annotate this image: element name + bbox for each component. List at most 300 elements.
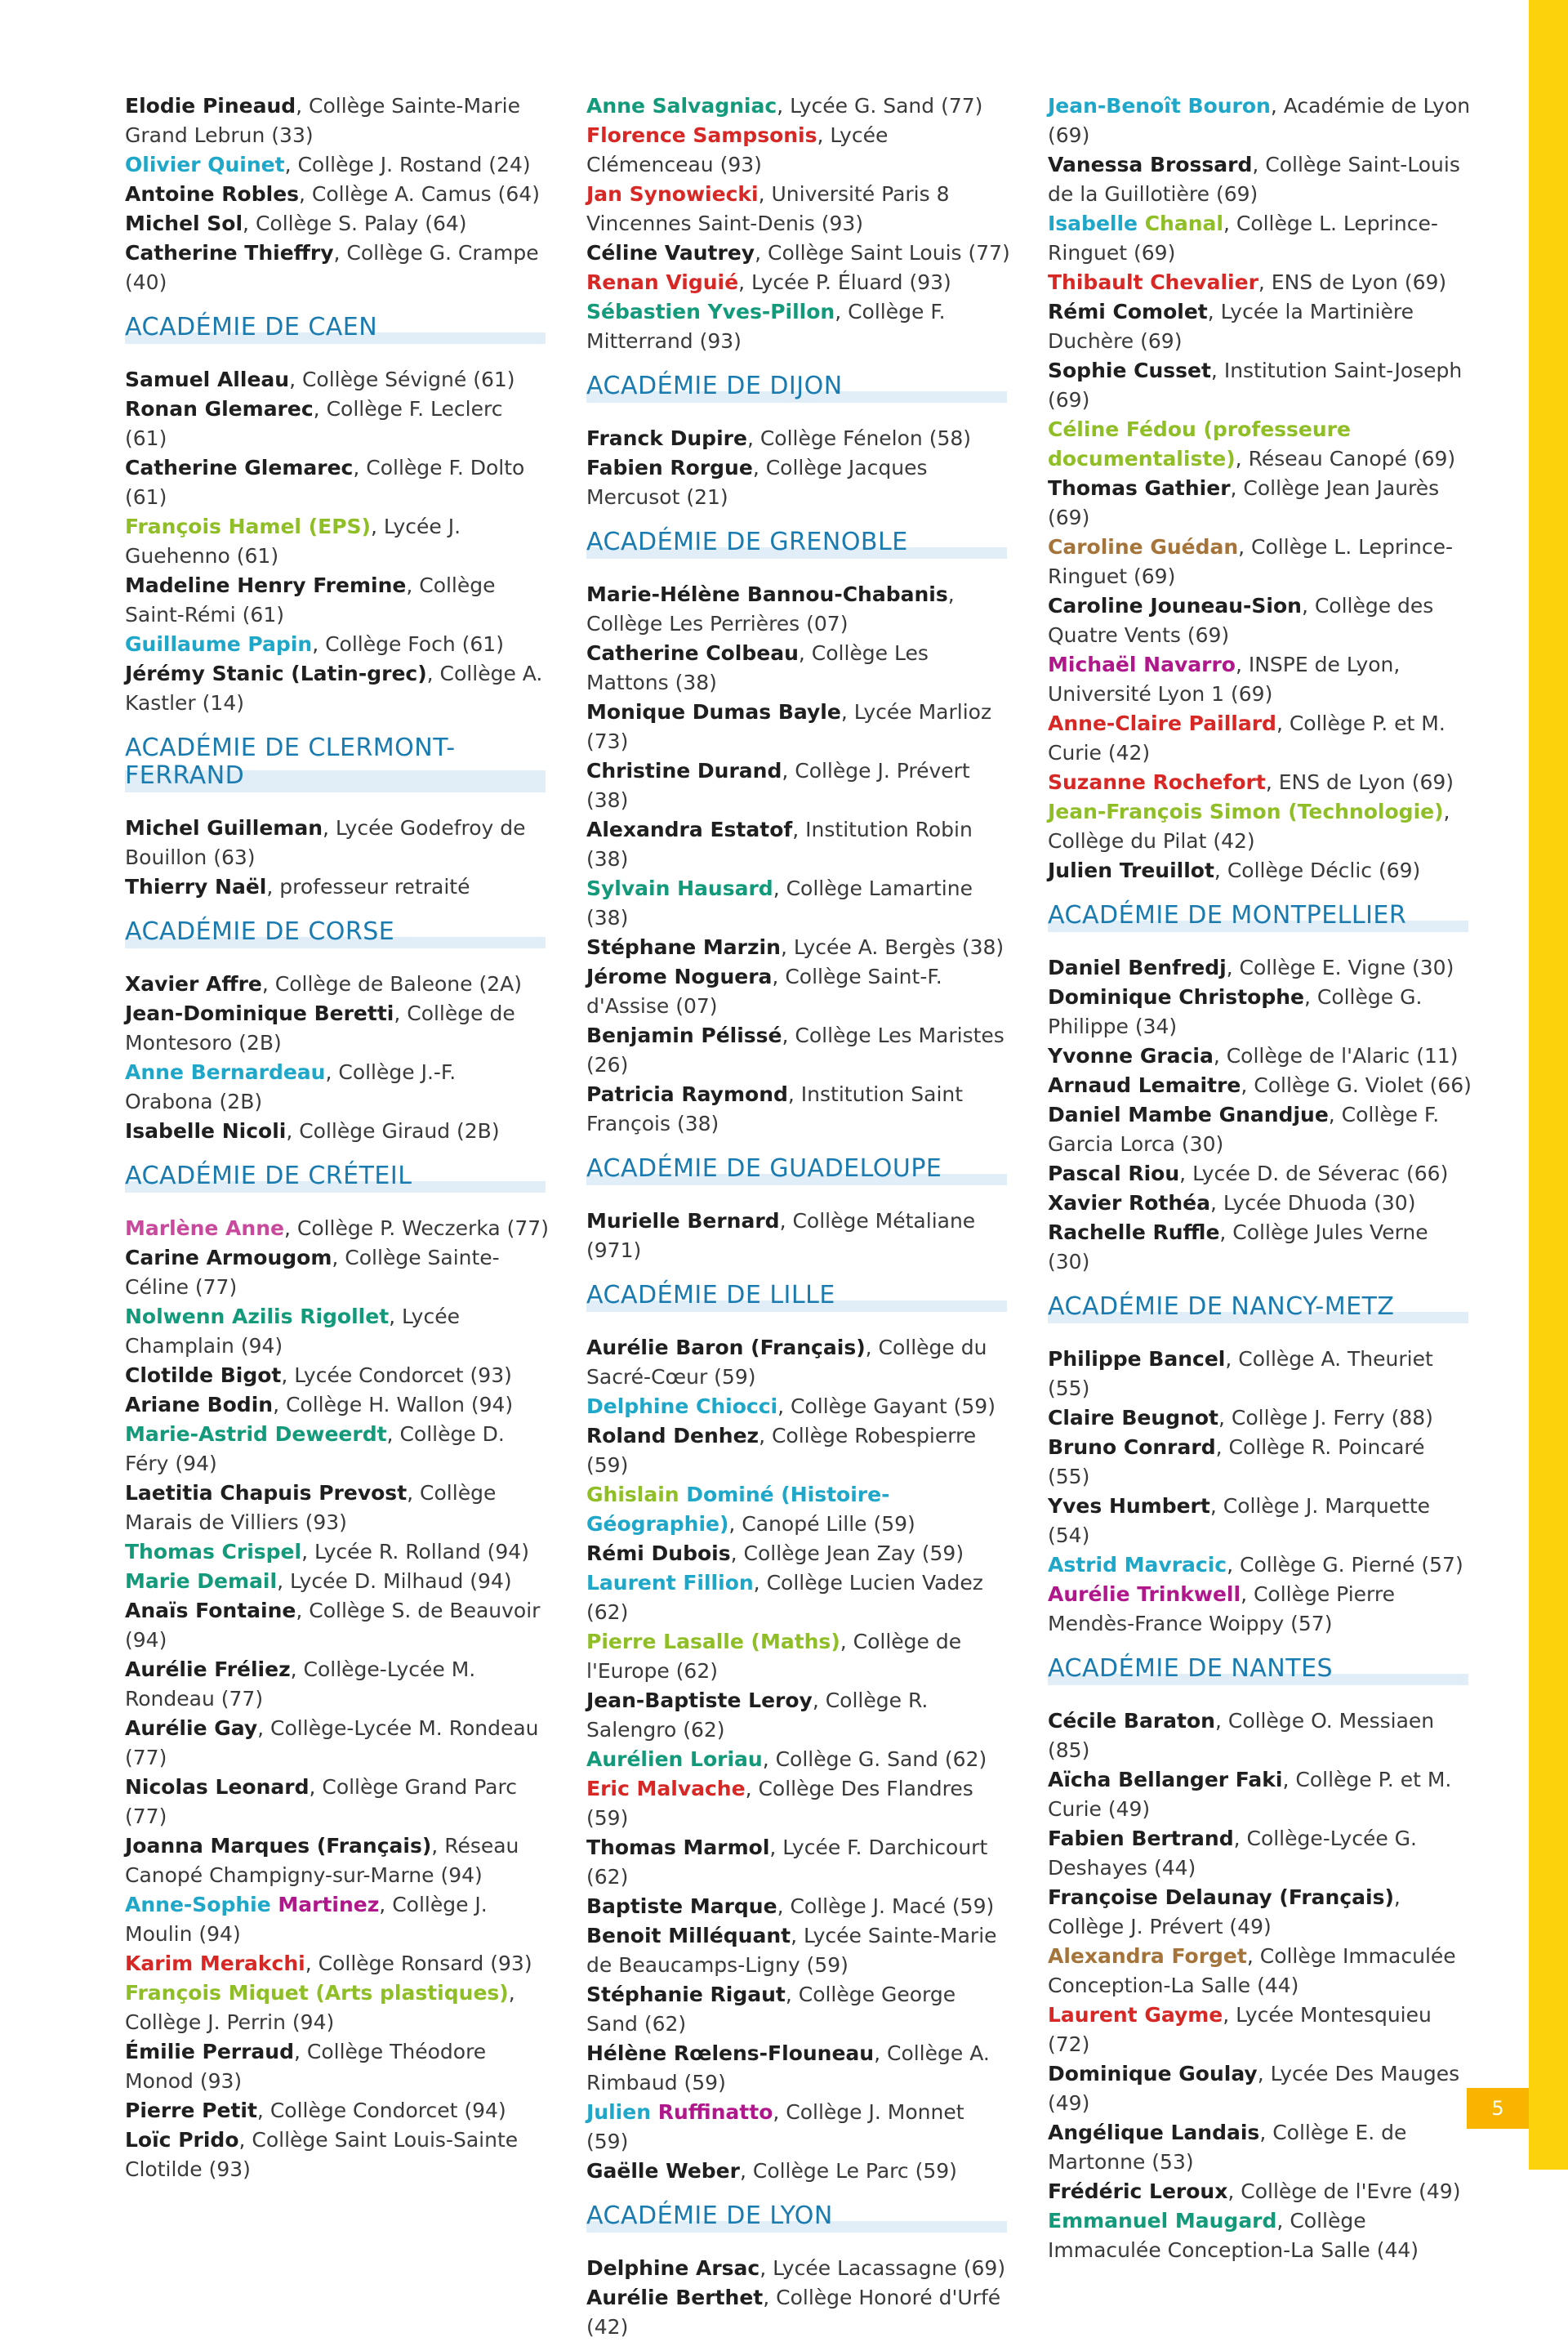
contributor-name: Thomas Gathier: [1048, 476, 1231, 500]
contributor-entry: [586, 297, 1011, 356]
academy-heading: [586, 2202, 1011, 2233]
contributor-name: Delphine Chiocci: [586, 1394, 778, 1418]
contributor-name: Marie Demail: [125, 1569, 278, 1593]
contributor-entry: [1048, 1883, 1472, 1942]
contributor-name: Antoine Robles: [125, 182, 300, 206]
contributor-entry: [1048, 1580, 1472, 1639]
contributor-affiliation: , Institution Robin (38): [586, 818, 973, 871]
contributor-affiliation: , Collège A. Theuriet (55): [1048, 1347, 1433, 1400]
contributor-entry: [125, 2037, 550, 2096]
contributor-name: Aurélie Berthet: [586, 2286, 764, 2309]
contributor-name: Benoit Milléquant: [586, 1924, 791, 1947]
contributor-name: Daniel Mambe Gnandjue: [1048, 1103, 1329, 1126]
column-right: [1048, 91, 1472, 2265]
contributor-affiliation: , Lycée Marlioz (73): [586, 700, 992, 753]
contributor-name: Pierre Petit: [125, 2099, 257, 2122]
contributor-name: Laurent Fillion: [586, 1571, 754, 1595]
contributor-name: Gaëlle Weber: [586, 2159, 740, 2183]
contributor-affiliation: , Canopé Lille (59): [728, 1512, 915, 1536]
contributor-entry: [1048, 2118, 1472, 2177]
contributor-affiliation: , Collège S. Palay (64): [243, 212, 467, 235]
contributor-affiliation: , Collège F. Garcia Lorca (30): [1048, 1103, 1440, 1156]
contributor-entry: [586, 1686, 1011, 1745]
contributor-name: Jean-Benoît Bouron: [1048, 94, 1271, 118]
contributor-affiliation: , Collège R. Salengro (62): [586, 1688, 929, 1742]
contributor-name: Dominique Goulay: [1048, 2062, 1258, 2085]
contributor-entry: [125, 1117, 550, 1146]
contributor-affiliation: , Lycée Godefroy de Bouillon (63): [125, 816, 526, 869]
contributor-name: Karim Merakchi: [125, 1952, 305, 1975]
contributor-affiliation: , Collège Foch (61): [312, 632, 504, 656]
yellow-sidebar-strip: [1529, 0, 1568, 2170]
contributor-affiliation: , Lycée D. Milhaud (94): [277, 1569, 512, 1593]
academy-title: ACADÉMIE DE DIJON: [586, 372, 1007, 403]
contributor-affiliation: , Collège Gayant (59): [777, 1394, 996, 1418]
contributor-affiliation: , Collège G. Pierné (57): [1227, 1553, 1463, 1577]
contributor-entry: [125, 1567, 550, 1596]
contributor-affiliation: , Collège Fénelon (58): [746, 426, 972, 450]
contributor-affiliation: , Collège P. Weczerka (77): [283, 1216, 549, 1240]
contributor-name: Jérome Noguera: [586, 965, 773, 988]
contributor-affiliation: , Collège Sainte-Céline (77): [125, 1246, 500, 1299]
contributor-list: [125, 1214, 550, 2184]
contributor-entry: [586, 2157, 1011, 2186]
contributor-affiliation: , Collège J.-F. Orabona (2B): [125, 1060, 457, 1113]
contributor-name: Florence Sampsonis: [586, 123, 817, 147]
contributor-entry: [586, 1833, 1011, 1892]
contributor-affiliation: , Collège Théodore Monod (93): [125, 2040, 487, 2093]
contributor-entry: [1048, 415, 1472, 474]
contributor-list: [125, 91, 550, 297]
contributor-affiliation: , Collège Immaculée Conception-La Salle (44): [1048, 2209, 1419, 2262]
contributor-name: Caroline Guédan: [1048, 535, 1239, 559]
contributor-affiliation: , Collège Déclic (69): [1214, 859, 1421, 882]
contributor-entry: [125, 1655, 550, 1714]
contributor-affiliation: , Collège Ronsard (93): [305, 1952, 532, 1975]
contributor-entry: [586, 1745, 1011, 1774]
contributor-affiliation: , professeur retraité: [266, 875, 470, 899]
contributor-affiliation: , Lycée F. Darchicourt (62): [586, 1836, 988, 1889]
contributor-entry: [586, 698, 1011, 756]
contributor-entry: [1048, 1100, 1472, 1159]
contributor-entry: [125, 209, 550, 239]
contributor-entry: [586, 1627, 1011, 1686]
contributor-list: [1048, 1706, 1472, 2265]
contributor-entry: [586, 121, 1011, 180]
contributor-name-part: Chanal: [1138, 212, 1223, 235]
contributor-entry: [125, 1390, 550, 1420]
contributor-affiliation: , Collège G. Sand (62): [762, 1747, 987, 1771]
contributor-affiliation: , Collège A. Rimbaud (59): [586, 2041, 990, 2094]
contributor-name: Monique Dumas Bayle: [586, 700, 841, 724]
contributor-affiliation: , Collège de Montesoro (2B): [125, 1001, 515, 1055]
contributor-entry: [586, 1921, 1011, 1980]
contributor-entry: [1048, 1824, 1472, 1883]
contributor-name: Alexandra Estatof: [586, 818, 793, 841]
contributor-affiliation: , Collège Les Perrières (07): [586, 582, 955, 636]
contributor-affiliation: , Collège Jean Jaurès (69): [1048, 476, 1440, 529]
contributor-affiliation: , Lycée Clémenceau (93): [586, 123, 889, 176]
contributor-entry: [125, 180, 550, 209]
academy-title: ACADÉMIE DE CRÉTEIL: [125, 1162, 546, 1193]
contributor-name: Anne-Claire Paillard: [1048, 712, 1276, 735]
contributor-affiliation: , Collège Les Mattons (38): [586, 641, 929, 694]
contributor-entry: [125, 150, 550, 180]
contributor-name: Franck Dupire: [586, 426, 747, 450]
contributor-name: Eric Malvache: [586, 1777, 746, 1800]
contributor-entry: [125, 1714, 550, 1773]
contributor-name: Thomas Marmol: [586, 1836, 770, 1859]
contributor-entry: [586, 1392, 1011, 1421]
contributor-affiliation: , Institution Saint-Joseph (69): [1048, 359, 1463, 412]
contributor-affiliation: , Académie de Lyon (69): [1048, 94, 1471, 147]
contributor-name: Stéphane Marzin: [586, 935, 781, 959]
contributor-affiliation: , Lycée Dhuoda (30): [1210, 1191, 1416, 1215]
contributor-name: Yvonne Gracia: [1048, 1044, 1214, 1068]
contributor-name: Catherine Colbeau: [586, 641, 799, 665]
contributor-affiliation: , ENS de Lyon (69): [1258, 270, 1447, 294]
contributor-name: Angélique Landais: [1048, 2121, 1260, 2144]
contributor-entry: [125, 814, 550, 872]
contributor-entry: [125, 571, 550, 630]
contributor-list: [586, 1333, 1011, 2186]
column-left: [125, 91, 550, 2184]
contributor-affiliation: , Collège G. Violet (66): [1241, 1073, 1472, 1097]
contributor-entry: [125, 512, 550, 571]
contributor-name: Laetitia Chapuis Prevost: [125, 1481, 408, 1505]
contributor-name: Caroline Jouneau-Sion: [1048, 594, 1302, 618]
academy-heading: [125, 734, 550, 792]
contributor-entry: [1048, 1403, 1472, 1433]
contributor-affiliation: , Université Paris 8 Vincennes Saint-Denis (93): [586, 182, 950, 235]
contributor-entry: [1048, 953, 1472, 983]
contributor-affiliation: , Collège F. Leclerc (61): [125, 397, 503, 450]
contributor-entry: [586, 1774, 1011, 1833]
contributor-name: Xavier Affre: [125, 972, 262, 996]
contributor-affiliation: , Collège E. Vigne (30): [1226, 956, 1454, 979]
academy-title: ACADÉMIE DE NANCY-METZ: [1048, 1293, 1468, 1323]
contributor-entry: [1048, 297, 1472, 356]
contributor-name: Pascal Riou: [1048, 1162, 1180, 1185]
contributor-entry: [1048, 1218, 1472, 1277]
contributor-affiliation: , Collège du Sacré-Cœur (59): [586, 1336, 987, 1389]
contributor-name: Anne Bernardeau: [125, 1060, 326, 1084]
contributor-name: Anne-Sophie: [125, 1893, 271, 1916]
contributor-affiliation: , Collège G. Crampe (40): [125, 241, 539, 294]
contributor-name: Vanessa Brossard: [1048, 153, 1253, 176]
academy-title: ACADÉMIE DE LYON: [586, 2202, 1007, 2233]
contributor-name: François Miquet (Arts plastiques): [125, 1981, 509, 2005]
contributor-affiliation: , Lycée Lacassagne (69): [760, 2256, 1006, 2280]
contributor-affiliation: , Collège F. Mitterrand (93): [586, 300, 946, 353]
contributor-name: Stéphanie Rigaut: [586, 1983, 786, 2006]
academy-title: ACADÉMIE DE LILLE: [586, 1282, 1007, 1312]
contributor-name: Clotilde Bigot: [125, 1363, 282, 1387]
contributor-entry: [125, 1361, 550, 1390]
contributor-entry: [1048, 209, 1472, 268]
contributor-name: Thomas Crispel: [125, 1540, 302, 1564]
contributor-entry: [1048, 1189, 1472, 1218]
contributor-name: Marie-Hélène Bannou-Chabanis: [586, 582, 948, 606]
page-number-badge: 5: [1467, 2088, 1529, 2129]
contributor-affiliation: , Lycée Condorcet (93): [281, 1363, 512, 1387]
contributor-affiliation: , Collège Le Parc (59): [739, 2159, 957, 2183]
contributor-affiliation: , Collège J. Moulin (94): [125, 1893, 488, 1946]
contributor-name-part: Martinez: [270, 1893, 380, 1916]
contributor-entry: [125, 1302, 550, 1361]
contributor-list: [586, 91, 1011, 356]
contributor-entry: [125, 630, 550, 659]
contributor-affiliation: , Collège de l'Alaric (11): [1213, 1044, 1459, 1068]
contributor-affiliation: , Lycée R. Rolland (94): [301, 1540, 529, 1564]
contributor-name: Céline Vautrey: [586, 241, 755, 265]
contributor-affiliation: , Collège O. Messiaen (85): [1048, 1709, 1435, 1762]
contributor-entry: [1048, 1550, 1472, 1580]
contributor-entry: [125, 999, 550, 1058]
contributor-affiliation: , Collège Giraud (2B): [286, 1119, 500, 1143]
contributor-name: Rachelle Ruffle: [1048, 1220, 1220, 1244]
academy-title: ACADÉMIE DE CORSE: [125, 918, 546, 948]
contributor-entry: [125, 1831, 550, 1890]
contributor-entry: [125, 1058, 550, 1117]
contributor-affiliation: , Collège Métaliane (971): [586, 1209, 976, 1262]
contributor-list: [1048, 91, 1472, 885]
contributor-list: [1048, 953, 1472, 1277]
contributor-entry: [125, 659, 550, 718]
contributor-name: François Hamel (EPS): [125, 515, 371, 538]
contributor-entry: [586, 1333, 1011, 1392]
contributor-affiliation: , Collège Saint-F. d'Assise (07): [586, 965, 942, 1018]
contributor-name: Loïc Prido: [125, 2128, 239, 2152]
contributor-entry: [1048, 533, 1472, 591]
contributor-affiliation: , Lycée la Martinière Duchère (69): [1048, 300, 1414, 353]
contributor-name: Suzanne Rochefort: [1048, 770, 1266, 794]
contributor-list: [586, 1207, 1011, 1265]
contributor-affiliation: , ENS de Lyon (69): [1265, 770, 1454, 794]
contributor-entry: [586, 1080, 1011, 1139]
contributor-entry: [125, 1420, 550, 1479]
contributor-list: [125, 814, 550, 902]
academy-heading: [125, 314, 550, 344]
contributor-entry: [1048, 150, 1472, 209]
contributor-affiliation: , Lycée P. Éluard (93): [738, 270, 951, 294]
contributor-entry: [1048, 1492, 1472, 1550]
contributor-entry: [1048, 1706, 1472, 1765]
contributor-entry: [586, 933, 1011, 962]
contributor-name: Isabelle Nicoli: [125, 1119, 287, 1143]
contributor-name: Elodie Pineaud: [125, 94, 296, 118]
contributor-affiliation: , Collège Marais de Villiers (93): [125, 1481, 497, 1534]
contributor-name: Nicolas Leonard: [125, 1775, 310, 1799]
contributor-affiliation: , Collège Immaculée Conception-La Salle (44): [1048, 1944, 1456, 1997]
contributor-entry: [1048, 797, 1472, 856]
contributor-affiliation: , Collège P. et M. Curie (42): [1048, 712, 1446, 765]
contributor-name: Philippe Bancel: [1048, 1347, 1226, 1371]
contributor-entry: [586, 1568, 1011, 1627]
contributor-affiliation: , Collège George Sand (62): [586, 1983, 956, 2036]
contributor-name: Isabelle: [1048, 212, 1138, 235]
contributor-entry: [125, 1243, 550, 1302]
contributor-name: Bruno Conrard: [1048, 1435, 1216, 1459]
contributor-name: Astrid Mavracic: [1048, 1553, 1227, 1577]
contributor-affiliation: , Collège R. Poincaré (55): [1048, 1435, 1425, 1488]
contributor-name: Fabien Rorgue: [586, 456, 753, 480]
contributor-name: Julien: [586, 2100, 651, 2124]
contributor-entry: [586, 180, 1011, 239]
contributor-affiliation: , Lycée Montesquieu (72): [1048, 2003, 1432, 2056]
contributor-list: [586, 2254, 1011, 2342]
contributor-affiliation: , Lycée A. Bergès (38): [780, 935, 1004, 959]
contributor-affiliation: , Collège Sévigné (61): [289, 368, 515, 391]
contributor-name: Arnaud Lemaitre: [1048, 1073, 1241, 1097]
academy-heading: [586, 372, 1011, 403]
contributor-name-part: Dominé (Histoire-Géographie): [586, 1483, 890, 1536]
contributor-affiliation: , Collège J. Rostand (24): [284, 153, 531, 176]
contributor-entry: [586, 424, 1011, 453]
contributor-affiliation: , Collège Condorcet (94): [256, 2099, 506, 2122]
contributor-entry: [125, 1949, 550, 1978]
contributor-entry: [586, 874, 1011, 933]
contributor-entry: [125, 970, 550, 999]
contributor-affiliation: , Collège P. et M. Curie (49): [1048, 1768, 1452, 1821]
contributor-entry: [586, 2254, 1011, 2283]
contributor-affiliation: , Collège Saint Louis-Sainte Clotilde (93): [125, 2128, 519, 2181]
contributor-name: Anne Salvagniac: [586, 94, 777, 118]
contributor-affiliation: , Collège Lamartine (38): [586, 877, 973, 930]
contributor-name: Rémi Dubois: [586, 1541, 731, 1565]
contributor-entry: [1048, 2206, 1472, 2265]
contributor-affiliation: , Collège du Pilat (42): [1048, 800, 1450, 853]
contributor-entry: [1048, 2177, 1472, 2206]
contributor-name: Fabien Bertrand: [1048, 1827, 1234, 1850]
contributor-name: Renan Viguié: [586, 270, 739, 294]
contributor-affiliation: , Collège D. Féry (94): [125, 1422, 505, 1475]
contributor-entry: [1048, 1042, 1472, 1071]
contributor-entry: [125, 365, 550, 395]
academy-title: ACADÉMIE DE MONTPELLIER: [1048, 902, 1468, 932]
contributor-affiliation: , Collège-Lycée M. Rondeau (77): [125, 1716, 539, 1769]
contributor-affiliation: , Collège L. Leprince-Ringuet (69): [1048, 212, 1438, 265]
contributor-affiliation: , Collège A. Kastler (14): [125, 662, 543, 715]
academy-title: ACADÉMIE DE CLERMONT-FERRAND: [125, 734, 546, 792]
contributor-name: Dominique Christophe: [1048, 985, 1304, 1009]
contributor-name: Yves Humbert: [1048, 1494, 1210, 1518]
contributor-entry: [125, 1479, 550, 1537]
column-middle: [586, 91, 1011, 2342]
contributor-name: Ronan Glemarec: [125, 397, 314, 421]
contributor-entry: [125, 239, 550, 297]
contributor-entry: [1048, 1942, 1472, 2001]
contributor-entry: [586, 453, 1011, 512]
contributor-affiliation: , Collège J. Perrin (94): [125, 1981, 515, 2034]
contributor-name: Sébastien Yves-Pillon: [586, 300, 835, 323]
contributor-entry: [1048, 856, 1472, 885]
contributor-name: Madeline Henry Fremine: [125, 573, 407, 597]
contributor-affiliation: , Collège de l'Evre (49): [1227, 2179, 1461, 2203]
contributor-affiliation: , Collège Saint-Louis de la Guillotière (69): [1048, 153, 1460, 206]
contributor-entry: [586, 1539, 1011, 1568]
contributor-name: Murielle Bernard: [586, 1209, 780, 1233]
contributor-entry: [586, 239, 1011, 268]
contributor-entry: [586, 2098, 1011, 2157]
academy-title: ACADÉMIE DE GRENOBLE: [586, 529, 1007, 559]
academy-heading: [586, 1155, 1011, 1185]
academy-title: ACADÉMIE DE CAEN: [125, 314, 546, 344]
contributor-entry: [586, 2039, 1011, 2098]
contributor-name: Françoise Delaunay (Français): [1048, 1885, 1394, 1909]
contributor-list: [586, 580, 1011, 1139]
contributor-entry: [586, 639, 1011, 698]
contributor-name: Michel Sol: [125, 212, 243, 235]
academy-heading: [1048, 1655, 1472, 1685]
contributor-name: Hélène Rœlens-Flouneau: [586, 2041, 875, 2065]
contributor-name: Joanna Marques (Français): [125, 1834, 432, 1858]
contributor-affiliation: , Collège G. Philippe (34): [1048, 985, 1423, 1038]
contributor-affiliation: , Collège H. Wallon (94): [273, 1393, 514, 1416]
contributor-affiliation: , INSPE de Lyon, Université Lyon 1 (69): [1048, 653, 1401, 706]
contributor-name: Rémi Comolet: [1048, 300, 1208, 323]
contributor-affiliation: , Lycée Des Mauges (49): [1048, 2062, 1460, 2115]
contributor-name: Aurélie Trinkwell: [1048, 1582, 1241, 1606]
contributor-entry: [586, 1980, 1011, 2039]
contributor-affiliation: , Lycée D. de Séverac (66): [1179, 1162, 1449, 1185]
contributor-affiliation: , Collège Saint Louis (77): [755, 241, 1010, 265]
contributor-name: Jean-Dominique Beretti: [125, 1001, 394, 1025]
contributor-entry: [1048, 2001, 1472, 2059]
contributor-entry: [125, 1890, 550, 1949]
contributor-entry: [125, 2126, 550, 2184]
contributor-name: Jérémy Stanic (Latin-grec): [125, 662, 427, 685]
contributor-name: Pierre Lasalle (Maths): [586, 1630, 840, 1653]
contributor-affiliation: , Collège des Quatre Vents (69): [1048, 594, 1434, 647]
contributor-affiliation: , Collège F. Dolto (61): [125, 456, 525, 509]
contributor-name: Catherine Glemarec: [125, 456, 354, 480]
contributor-list: [1048, 1345, 1472, 1639]
contributor-entry: [1048, 768, 1472, 797]
contributor-entry: [586, 815, 1011, 874]
contributor-name: Michaël Navarro: [1048, 653, 1236, 676]
contributor-entry: [1048, 2059, 1472, 2118]
contributor-name: Aïcha Bellanger Faki: [1048, 1768, 1283, 1791]
contributor-entry: [586, 2283, 1011, 2342]
contributor-name: Sylvain Hausard: [586, 877, 773, 900]
contributor-affiliation: , Collège Grand Parc (77): [125, 1775, 517, 1828]
contributor-entry: [586, 580, 1011, 639]
contributor-name: Benjamin Pélissé: [586, 1024, 782, 1047]
contributor-entry: [586, 1207, 1011, 1265]
academy-heading: [1048, 1293, 1472, 1323]
contributor-name-part: Ruffinatto: [651, 2100, 773, 2124]
contributor-affiliation: , Collège J. Prévert (49): [1048, 1885, 1401, 1938]
contributor-entry: [125, 2096, 550, 2126]
contributor-list: [125, 365, 550, 718]
contributor-affiliation: , Collège Jacques Mercusot (21): [586, 456, 928, 509]
contributor-name: Carine Armougom: [125, 1246, 332, 1269]
contributor-name: Jan Synowiecki: [586, 182, 759, 206]
contributor-affiliation: , Collège L. Leprince-Ringuet (69): [1048, 535, 1454, 588]
contributor-affiliation: , Collège Des Flandres (59): [586, 1777, 973, 1830]
contributor-affiliation: , Collège E. de Martonne (53): [1048, 2121, 1407, 2174]
contributor-name: Michel Guilleman: [125, 816, 323, 840]
contributor-entry: [1048, 474, 1472, 533]
contributor-name: Marlène Anne: [125, 1216, 284, 1240]
contributor-name: Alexandra Forget: [1048, 1944, 1247, 1968]
contributor-entry: [586, 1892, 1011, 1921]
academy-heading: [125, 1162, 550, 1193]
contributor-entry: [125, 1978, 550, 2037]
contributor-name: Laurent Gayme: [1048, 2003, 1223, 2027]
contributor-affiliation: , Collège Pierre Mendès-France Woippy (57): [1048, 1582, 1395, 1635]
